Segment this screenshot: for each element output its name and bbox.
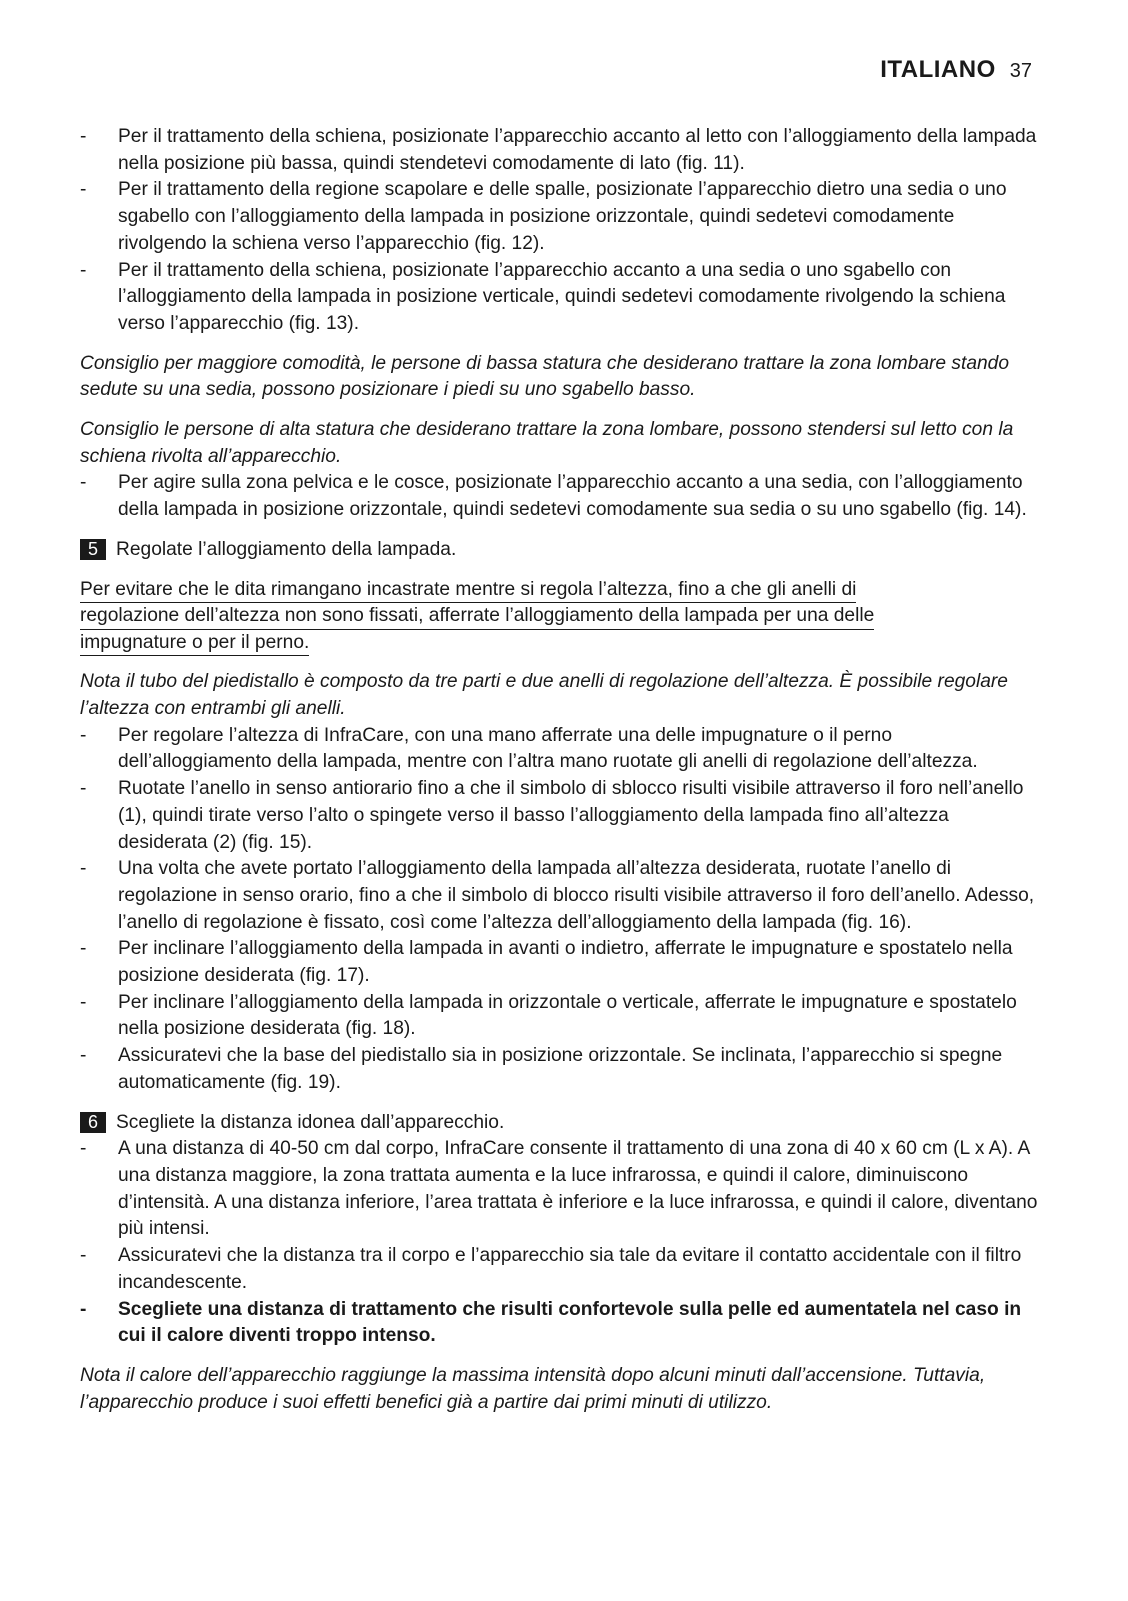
list-item-text: Per inclinare l’alloggiamento della lampada in orizzontale o verticale, afferrate le impugnature e spostatelo nella posizione desiderata (fig. 18).: [118, 991, 1017, 1040]
step-text: Regolate l’alloggiamento della lampada.: [116, 538, 457, 560]
page-body: [80, 124, 1038, 1416]
tip-paragraph: Consiglio le persone di alta statura che desiderano trattare la zona lombare, possono stendersi sul letto con la schiena rivolta all’apparecchio.: [80, 419, 1014, 467]
warning-line: regolazione dell’altezza non sono fissati, afferrate l’alloggiamento della lampada per una delle: [80, 603, 874, 630]
warning-paragraph: [80, 577, 1038, 657]
note-paragraph: Nota il calore dell’apparecchio raggiunge la massima intensità dopo alcuni minuti dall’accensione. Tuttavia, l’apparecchio produce i suoi effetti benefici già a partire dai primi minuti di utilizzo.: [80, 1364, 986, 1413]
list-item: - Ruotate l’anello in senso antiorario fino a che il simbolo di sblocco risulti visibile attraverso il foro nell’anello (1), quindi tirate verso l’alto o spingete verso il basso l’alloggiamento della lampada fino all’altezza desiderata (2) (fig. 15).: [80, 776, 1038, 856]
list-item: - Una volta che avete portato l’alloggiamento della lampada all’altezza desiderata, ruotate l’anello di regolazione in senso orario, fino a che il simbolo di blocco risulti visibile attraverso il foro dell’anello. Adesso, l’anello di regolazione è fissato, così come l’altezza dell’alloggiamento della lampada (fig. 16).: [80, 856, 1038, 936]
list-item: - Per inclinare l’alloggiamento della lampada in orizzontale o verticale, afferrate le impugnature e spostatelo nella posizione desiderata (fig. 18).: [80, 990, 1038, 1043]
step-number-badge: 5: [80, 539, 106, 560]
list-item-text: Per il trattamento della schiena, posizionate l’apparecchio accanto al letto con l’alloggiamento della lampada nella posizione più bassa, quindi stendetevi comodamente di lato (fig. 11).: [118, 126, 1037, 174]
list-item: - Per il trattamento della schiena, posizionate l’apparecchio accanto a una sedia o uno sgabello con l’alloggiamento della lampada in posizione verticale, quindi sedetevi comodamente rivolgendo la schiena verso l’apparecchio (fig. 13).: [80, 258, 1038, 338]
step-5: [80, 537, 1038, 564]
list-item-text: Per inclinare l’alloggiamento della lampada in avanti o indietro, afferrate le impugnature e spostatelo nella posizione desiderata (fig. 17).: [118, 938, 1013, 987]
list-item: - Assicuratevi che la distanza tra il corpo e l’apparecchio sia tale da evitare il contatto accidentale con il filtro incandescente.: [80, 1243, 1038, 1296]
list-item: - Per agire sulla zona pelvica e le cosce, posizionate l’apparecchio accanto a una sedia, con l’alloggiamento della lampada in posizione orizzontale, quindi sedetevi comodamente sua sedia o su uno sgabello (fig. 14).: [80, 470, 1038, 523]
list-item-text: Per agire sulla zona pelvica e le cosce, posizionate l’apparecchio accanto a una sedia, con l’alloggiamento della lampada in posizione orizzontale, quindi sedetevi comodamente sua sedia o su uno sgabello (fig. 14).: [118, 472, 1027, 521]
list-item-text: Per regolare l’altezza di InfraCare, con una mano afferrate una delle impugnature o il perno dell’alloggiamento della lampada, mentre con l’altra mano ruotate gli anelli di regolazione dell’altezza.: [118, 724, 978, 773]
list-item-text: Per il trattamento della schiena, posizionate l’apparecchio accanto a una sedia o uno sgabello con l’alloggiamento della lampada in posizione verticale, quindi sedetevi comodamente rivolgendo la schiena verso l’apparecchio (fig. 13).: [118, 259, 1006, 334]
language-label: ITALIANO: [880, 56, 996, 83]
note-paragraph: Nota il tubo del piedistallo è composto da tre parti e due anelli di regolazione dell’altezza. È possibile regolare l’altezza con entrambi gli anelli.: [80, 671, 1008, 720]
list-item-bold: - Scegliete una distanza di trattamento che risulti confortevole sulla pelle ed aumentatela nel caso in cui il calore diventi troppo intenso.: [80, 1297, 1038, 1350]
list-item: - Per inclinare l’alloggiamento della lampada in avanti o indietro, afferrate le impugnature e spostatelo nella posizione desiderata (fig. 17).: [80, 936, 1038, 989]
tip-paragraph: Consiglio per maggiore comodità, le persone di bassa statura che desiderano trattare la zona lombare stando sedute su una sedia, possono posizionare i piedi su uno sgabello basso.: [80, 352, 1010, 401]
list-item-text: Assicuratevi che la base del piedistallo sia in posizione orizzontale. Se inclinata, l’apparecchio si spegne automaticamente (fig. 19).: [118, 1045, 1003, 1093]
step-text: Scegliete la distanza idonea dall’apparecchio.: [116, 1111, 505, 1133]
list-item-text: Scegliete una distanza di trattamento che risulti confortevole sulla pelle ed aumentatela nel caso in cui il calore diventi troppo intenso.: [118, 1298, 1022, 1347]
warning-line: Per evitare che le dita rimangano incastrate mentre si regola l’altezza, fino a che gli anelli di: [80, 577, 856, 604]
list-item-text: Ruotate l’anello in senso antiorario fino a che il simbolo di sblocco risulti visibile attraverso il foro nell’anello (1), quindi tirate verso l’alto o spingete verso il basso l’alloggiamento della lampada fino all’altezza desiderata (2) (fig. 15).: [118, 778, 1024, 853]
list-item-text: Per il trattamento della regione scapolare e delle spalle, posizionate l’apparecchio dietro una sedia o uno sgabello con l’alloggiamento della lampada in posizione orizzontale, quindi sedetevi comodamente rivolgendo la schiena verso l’apparecchio (fig. 12).: [118, 179, 1007, 254]
list-item-text: Una volta che avete portato l’alloggiamento della lampada all’altezza desiderata, ruotate l’anello di regolazione in senso orario, fino a che il simbolo di blocco risulti visibile attraverso il foro dell’anello. Adesso, l’anello di regolazione è fissato, così come l’altezza dell’alloggiamento della lampada (fig. 16).: [118, 858, 1035, 933]
step-6: [80, 1110, 1038, 1137]
list-item: - Per il trattamento della schiena, posizionate l’apparecchio accanto al letto con l’alloggiamento della lampada nella posizione più bassa, quindi stendetevi comodamente di lato (fig. 11).: [80, 124, 1038, 177]
list-item: - Per regolare l’altezza di InfraCare, con una mano afferrate una delle impugnature o il perno dell’alloggiamento della lampada, mentre con l’altra mano ruotate gli anelli di regolazione dell’altezza.: [80, 723, 1038, 776]
page-header: [880, 56, 1032, 84]
page-number: 37: [1009, 60, 1032, 82]
warning-line: impugnature o per il perno.: [80, 630, 309, 657]
list-item: - Assicuratevi che la base del piedistallo sia in posizione orizzontale. Se inclinata, l’apparecchio si spegne automaticamente (fig. 19).: [80, 1043, 1038, 1096]
list-item: - A una distanza di 40-50 cm dal corpo, InfraCare consente il trattamento di una zona di 40 x 60 cm (L x A). A una distanza maggiore, la zona trattata aumenta e la luce infrarossa, e quindi il calore, diminuiscono d’intensità. A una distanza inferiore, l’area trattata è inferiore e la luce infrarossa, e quindi il calore, diventano più intensi.: [80, 1136, 1038, 1243]
list-item-text: A una distanza di 40-50 cm dal corpo, InfraCare consente il trattamento di una zona di 40 x 60 cm (L x A). A una distanza maggiore, la zona trattata aumenta e la luce infrarossa, e quindi il calore, diminuiscono d’intensità. A una distanza inferiore, l’area trattata è inferiore e la luce infrarossa, e quindi il calore, diventano più intensi.: [118, 1138, 1038, 1240]
list-item: - Per il trattamento della regione scapolare e delle spalle, posizionate l’apparecchio dietro una sedia o uno sgabello con l’alloggiamento della lampada in posizione orizzontale, quindi sedetevi comodamente rivolgendo la schiena verso l’apparecchio (fig. 12).: [80, 177, 1038, 257]
list-item-text: Assicuratevi che la distanza tra il corpo e l’apparecchio sia tale da evitare il contatto accidentale con il filtro incandescente.: [118, 1245, 1022, 1293]
step-number-badge: 6: [80, 1112, 106, 1133]
